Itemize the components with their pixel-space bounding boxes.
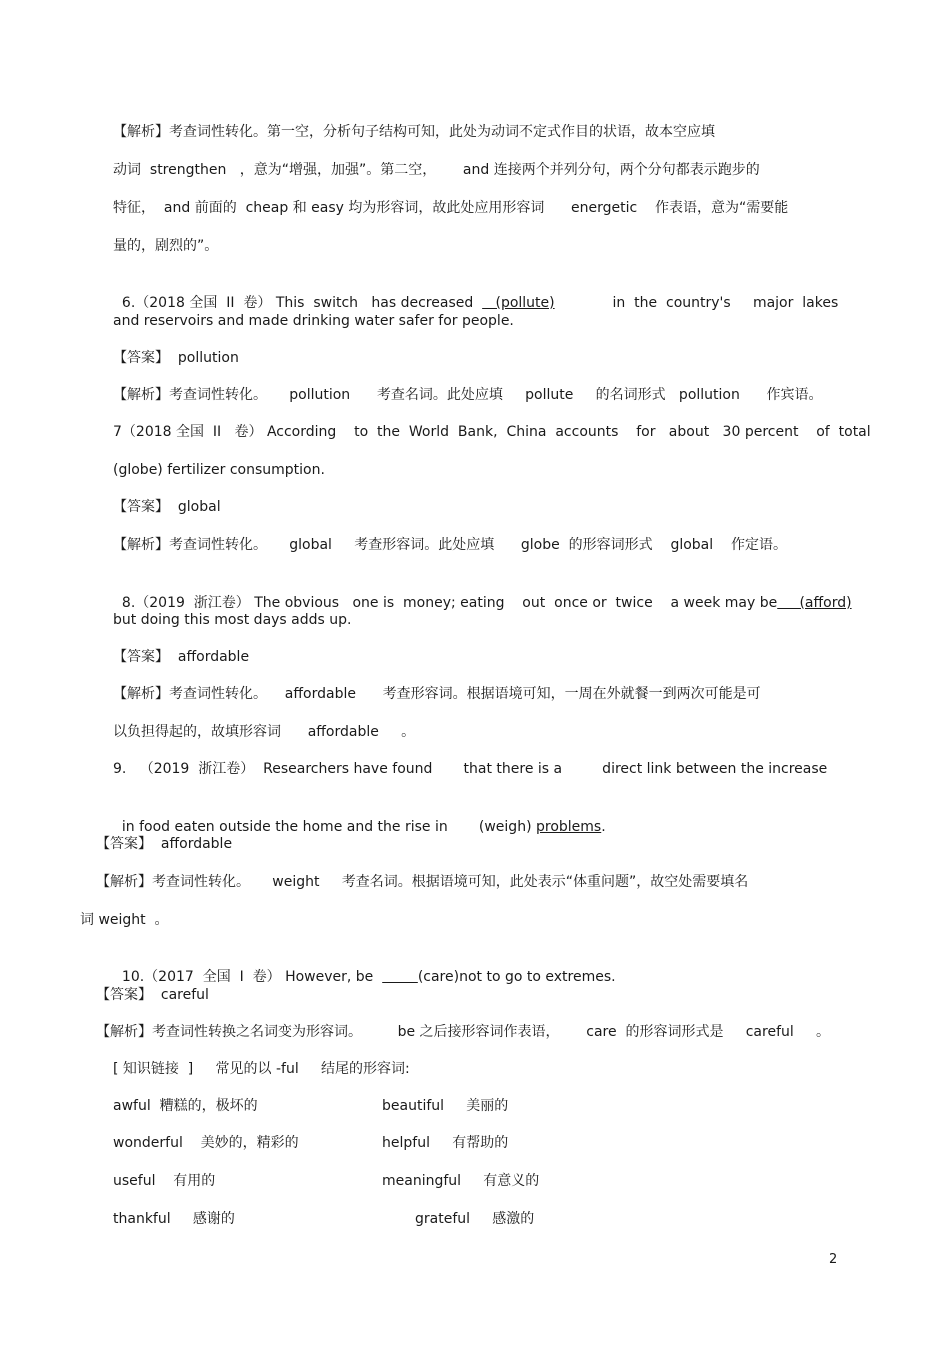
line-1: 【解析】考查词性转化。第一空，分析句子结构可知，此处为动词不定式作目的状语，故本空应填 (113, 124, 715, 140)
question-9: 9. （2019 浙江卷） Researchers have found that there is a direct link between the increase (113, 761, 828, 777)
line-22: 词 weight 。 (80, 912, 169, 928)
answer-10: 【答案】 careful (96, 987, 209, 1003)
analysis-7: 【解析】考查词性转化。 global 考查形容词。此处应填 globe 的形容词形式 global 作定语。 (113, 537, 787, 553)
analysis-9: 【解析】考查词性转化。 weight 考查名词。根据语境可知，此处表示“体重问题”，故空处需要填名 (96, 874, 749, 890)
question-6-pre: 6.（2018 全国 II 卷） This switch has decreased (121, 295, 483, 311)
question-10 (113, 947, 616, 985)
vocab-right-1: beautiful 美丽的 (382, 1098, 509, 1114)
question-6 (113, 273, 839, 311)
vocab-left-1: awful 糟糕的，极坏的 (113, 1098, 258, 1114)
vocab-right-3: meaningful 有意义的 (382, 1173, 540, 1189)
question-9-underlined: problems (535, 819, 602, 835)
answer-7: 【答案】 global (113, 499, 221, 515)
vocab-right-2: helpful 有帮助的 (382, 1135, 509, 1151)
answer-9: 【答案】 affordable (96, 836, 233, 852)
question-9-pre: in food eaten outside the home and the rise in (weigh) (121, 819, 536, 835)
line-6: and reservoirs and made drinking water safer for people. (113, 313, 514, 329)
analysis-6: 【解析】考查词性转化。 pollution 考查名词。此处应填 pollute 的名词形式 pollution 作宾语。 (113, 387, 823, 403)
analysis-10: 【解析】考查词性转换之名词变为形容词。 be 之后接形容词作表语， care 的形容词形式是 careful 。 (96, 1024, 831, 1040)
question-10-pre: 10.（2017 全国 I 卷） However, be (121, 969, 383, 985)
line-4: 量的，剧烈的”。 (113, 238, 219, 254)
knowledge-link: [ 知识链接 ] 常见的以 -ful 结尾的形容词: (113, 1061, 410, 1077)
question-8 (113, 573, 852, 611)
analysis-8: 【解析】考查词性转化。 affordable 考查形容词。根据语境可知，一周在外就餐一到两次可能是可 (113, 686, 761, 702)
question-8-blank: (afford) (777, 595, 852, 611)
question-10-blank (382, 969, 418, 985)
vocab-left-3: useful 有用的 (113, 1173, 216, 1189)
line-14: but doing this most days adds up. (113, 612, 352, 628)
line-10: (globe) fertilizer consumption. (113, 462, 325, 478)
question-8-pre: 8.（2019 浙江卷） The obvious one is money; eating out once or twice a week may be (121, 595, 778, 611)
vocab-right-4: grateful 感激的 (415, 1211, 535, 1227)
question-6-blank: (pollute) (482, 295, 555, 311)
vocab-left-4: thankful 感谢的 (113, 1211, 235, 1227)
vocab-left-2: wonderful 美妙的，精彩的 (113, 1135, 299, 1151)
answer-6: 【答案】 pollution (113, 350, 239, 366)
question-7: 7（2018 全国 II 卷） According to the World Bank, China accounts for about 30 percent of total (113, 424, 871, 440)
question-9-line-2 (113, 797, 606, 835)
question-9-post: . (601, 819, 606, 835)
line-2: 动词 strengthen ，意为“增强，加强”。第二空， and 连接两个并列分句，两个分句都表示跑步的 (113, 162, 760, 178)
answer-8: 【答案】 affordable (113, 649, 250, 665)
line-3: 特征， and 前面的 cheap 和 easy 均为形容词，故此处应用形容词 energetic 作表语，意为“需要能 (113, 200, 789, 216)
page-number: 2 (829, 1252, 838, 1267)
question-10-post: (care)not to go to extremes. (417, 969, 616, 985)
question-6-post: in the country's major lakes (554, 295, 839, 311)
line-17: 以负担得起的，故填形容词 affordable 。 (113, 724, 416, 740)
